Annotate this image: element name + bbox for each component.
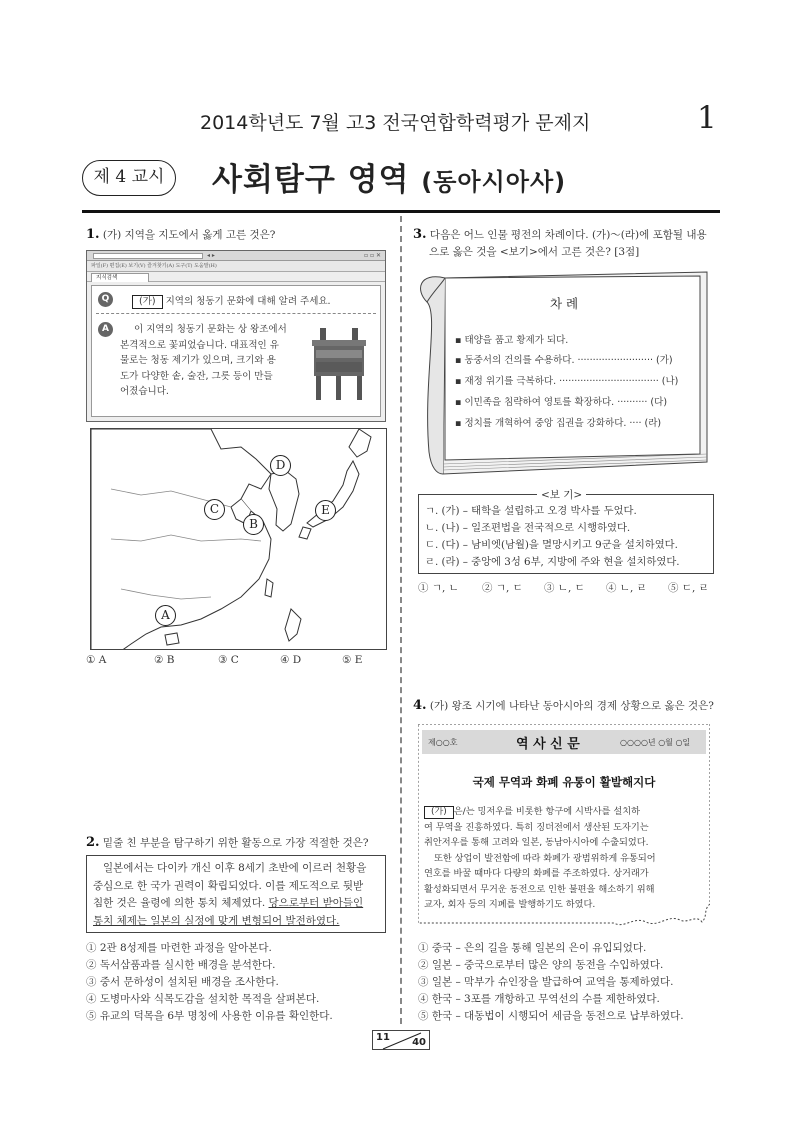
question-icon: Q (98, 292, 113, 307)
subject-title (212, 154, 566, 199)
newspaper-clipping (418, 724, 710, 929)
passage-text: 침한 것은 율령에 의한 통치 체제였다. (93, 897, 266, 909)
divider (96, 313, 376, 314)
body-line: 연호를 바꿀 때마다 다량의 화폐를 주조하였다. 상거래가 (424, 868, 649, 879)
body-line: 또한 상업이 발전함에 따라 화폐가 광범위하게 유통되어 (434, 852, 656, 864)
browser-menubar: 파일(F) 편집(E) 보기(V) 즐겨찾기(A) 도구(T) 도움말(H) (87, 261, 385, 272)
browser-window (86, 250, 386, 422)
toc-item-3: ▪ 재정 위기를 극복하다. ································· (나) (455, 376, 679, 387)
window-controls-icon: ▫ ▫ ✕ (364, 252, 381, 259)
header-rule (82, 210, 720, 213)
choice-4[interactable]: ④ D (280, 654, 302, 666)
browser-titlebar (87, 251, 385, 261)
choice-1[interactable]: ① ㄱ, ㄴ (418, 582, 459, 594)
map-label-b: B (243, 514, 264, 535)
question-2 (86, 834, 369, 852)
newspaper-headline: 국제 무역과 화폐 유통이 활발해지다 (472, 775, 656, 789)
choice-5[interactable]: ⑤ E (342, 654, 363, 666)
exam-header-title: 2014학년도 7월 고3 전국연합학력평가 문제지 (200, 112, 591, 134)
tab-knowledge-search: 지식검색 (91, 273, 149, 282)
newspaper-issue: 제○○호 (428, 738, 458, 747)
footer-total: 40 (412, 1037, 426, 1048)
underlined-line: 통치 체제는 일본의 실정에 맞게 변형되어 발전하였다. (93, 914, 340, 927)
q3-bogi-box (418, 489, 714, 574)
q2-choices (86, 940, 333, 1025)
bogi-item: ㄷ. (다) – 남비엣(남월)을 멸망시키고 9군을 설치하였다. (425, 539, 678, 551)
newspaper-name: 역 사 신 문 (516, 737, 580, 752)
footer-page-indicator (372, 1030, 430, 1050)
book-title: 차 례 (550, 296, 579, 311)
map-label-a: A (155, 605, 176, 626)
question-line (413, 226, 718, 244)
choice-3[interactable]: ③ 중서 문하성이 설치된 배경을 조사한다. (86, 976, 279, 988)
answer-line: 물로는 청동 제기가 있으며, 크기와 용 (120, 355, 276, 366)
passage-line: 중심으로 한 국가 권력이 확립되었다. 이를 제도적으로 뒷받 (93, 879, 364, 892)
choice-2[interactable]: ② B (154, 654, 175, 666)
choice-3[interactable]: ③ ㄴ, ㄷ (544, 582, 585, 594)
body-line: 활성화되면서 무거운 동전으로 인한 불편을 해소하기 위해 (424, 883, 655, 895)
question-text: (가) 지역을 지도에서 옳게 고른 것은? (102, 229, 276, 241)
browser-content (91, 285, 381, 417)
choice-4[interactable]: ④ 한국 – 3포를 개항하고 무역선의 수를 제한하였다. (418, 993, 660, 1005)
choice-3[interactable]: ③ C (218, 654, 239, 666)
page-number: 1 (697, 100, 717, 136)
column-divider (400, 216, 402, 1024)
newspaper-body (424, 804, 708, 913)
newspaper-date: ○○○○년 ○월 ○일 (620, 738, 691, 747)
body-line: 여 무역을 진흥하였다. 특히 징더전에서 생산된 도자기는 (424, 821, 649, 833)
question-number: 2. (86, 835, 100, 850)
browser-tabbar (87, 272, 385, 282)
choice-1[interactable]: ① A (86, 654, 107, 666)
choice-1[interactable]: ① 2관 8성제를 마련한 과정을 알아본다. (86, 942, 272, 954)
choice-5[interactable]: ⑤ 유교의 덕목을 6부 명칭에 사용한 이유를 확인한다. (86, 1010, 333, 1022)
answer-line: 어졌습니다. (120, 386, 169, 397)
bogi-item: ㄹ. (라) – 중앙에 3성 6부, 지방에 주와 현을 설치하였다. (425, 556, 680, 568)
body-line (424, 804, 708, 820)
choice-5[interactable]: ⑤ 한국 – 대동법이 시행되어 세금을 동전으로 납부하였다. (418, 1010, 684, 1022)
blank-ga: (가) (132, 295, 163, 309)
choice-5[interactable]: ⑤ ㄷ, ㄹ (668, 582, 709, 594)
question-1 (86, 226, 275, 244)
choice-2[interactable]: ② 일본 – 중국으로부터 많은 양의 동전을 수입하였다. (418, 959, 664, 971)
question-number: 1. (86, 227, 100, 242)
subject-main: 사회탐구 영역 (212, 162, 410, 198)
choice-1[interactable]: ① 중국 – 은의 길을 통해 일본의 은이 유입되었다. (418, 942, 647, 954)
answer-line: 이 지역의 청동기 문화는 상 왕조에서 (134, 324, 287, 335)
east-asia-map (90, 428, 387, 650)
toc-item-2: ▪ 동중서의 건의를 수용하다. ························· (가) (455, 355, 673, 366)
choice-3[interactable]: ③ 일본 – 막부가 슈인장을 발급하여 교역을 통제하였다. (418, 976, 674, 988)
question-text: 밑줄 친 부분을 탐구하기 위한 활동으로 가장 적절한 것은? (102, 837, 369, 849)
choice-4[interactable]: ④ ㄴ, ㄹ (606, 582, 647, 594)
q4-choices (418, 940, 684, 1025)
bronze-vessel-image (308, 326, 370, 404)
nav-arrows-icon: ◂ ▸ (207, 252, 215, 259)
toc-item-4: ▪ 이민족을 침략하여 영토를 확장하다. ·········· (다) (455, 397, 668, 408)
toc-item-1: ▪ 태양을 품고 황제가 되다. (455, 335, 569, 346)
question-text: 으로 옳은 것을 <보기>에서 고른 것은? [3점] (429, 246, 640, 258)
question-text: (가) 왕조 시기에 나타난 동아시아의 경제 상황으로 옳은 것은? (429, 700, 714, 712)
browser-question (132, 293, 331, 309)
map-label-d: D (270, 455, 291, 476)
question-text: 다음은 어느 인물 평전의 차례이다. (가)～(라)에 포함될 내용 (429, 229, 707, 241)
answer-line: 도가 다양한 솥, 술잔, 그릇 등이 만들 (120, 370, 273, 382)
underlined-text: 당으로부터 받아들인 (268, 897, 364, 909)
subject-sub: (동아시아사) (421, 168, 567, 196)
question-number: 4. (413, 698, 427, 713)
browser-answer (120, 322, 287, 400)
map-label-c: C (204, 499, 225, 520)
passage-line (93, 895, 379, 913)
body-text: 은/는 밍저우를 비롯한 항구에 시박사를 설치하 (453, 806, 641, 817)
choice-4[interactable]: ④ 도병마사와 식목도감을 설치한 목적을 살펴본다. (86, 993, 320, 1005)
toc-item-5: ▪ 정치를 개혁하여 중앙 집권을 강화하다. ···· (라) (455, 418, 662, 429)
bogi-item: ㄴ. (나) – 일조편법을 전국적으로 시행하였다. (425, 522, 631, 534)
address-bar (93, 253, 203, 259)
choice-2[interactable]: ② ㄱ, ㄷ (482, 582, 523, 594)
question-4 (413, 697, 718, 715)
question-line: 지역의 청동기 문화에 대해 알려 주세요. (165, 296, 331, 307)
map-label-e: E (315, 500, 336, 521)
footer-page: 11 (376, 1032, 390, 1043)
q2-passage-box (86, 855, 386, 933)
blank-ga: (가) (424, 806, 454, 819)
bogi-item: ㄱ. (가) – 태학을 설립하고 오경 박사를 두었다. (425, 505, 637, 517)
choice-2[interactable]: ② 독서삼품과를 실시한 배경을 분석한다. (86, 959, 276, 971)
period-badge: 제 4 교시 (82, 160, 176, 196)
question-3 (413, 226, 718, 261)
body-line: 취안저우를 통해 고려와 일본, 동남아시아에 수출되었다. (424, 837, 649, 848)
body-line: 교자, 회자 등의 지폐를 발행하기도 하였다. (424, 899, 596, 910)
answer-icon: A (98, 322, 113, 337)
bogi-title: <보 기> (537, 487, 586, 504)
map-drawing (91, 429, 387, 650)
question-number: 3. (413, 227, 427, 242)
passage-line: 일본에서는 다이카 개신 이후 8세기 초반에 이르러 천황을 (103, 862, 367, 874)
answer-line: 본격적으로 꽃피었습니다. 대표적인 유 (120, 339, 279, 351)
